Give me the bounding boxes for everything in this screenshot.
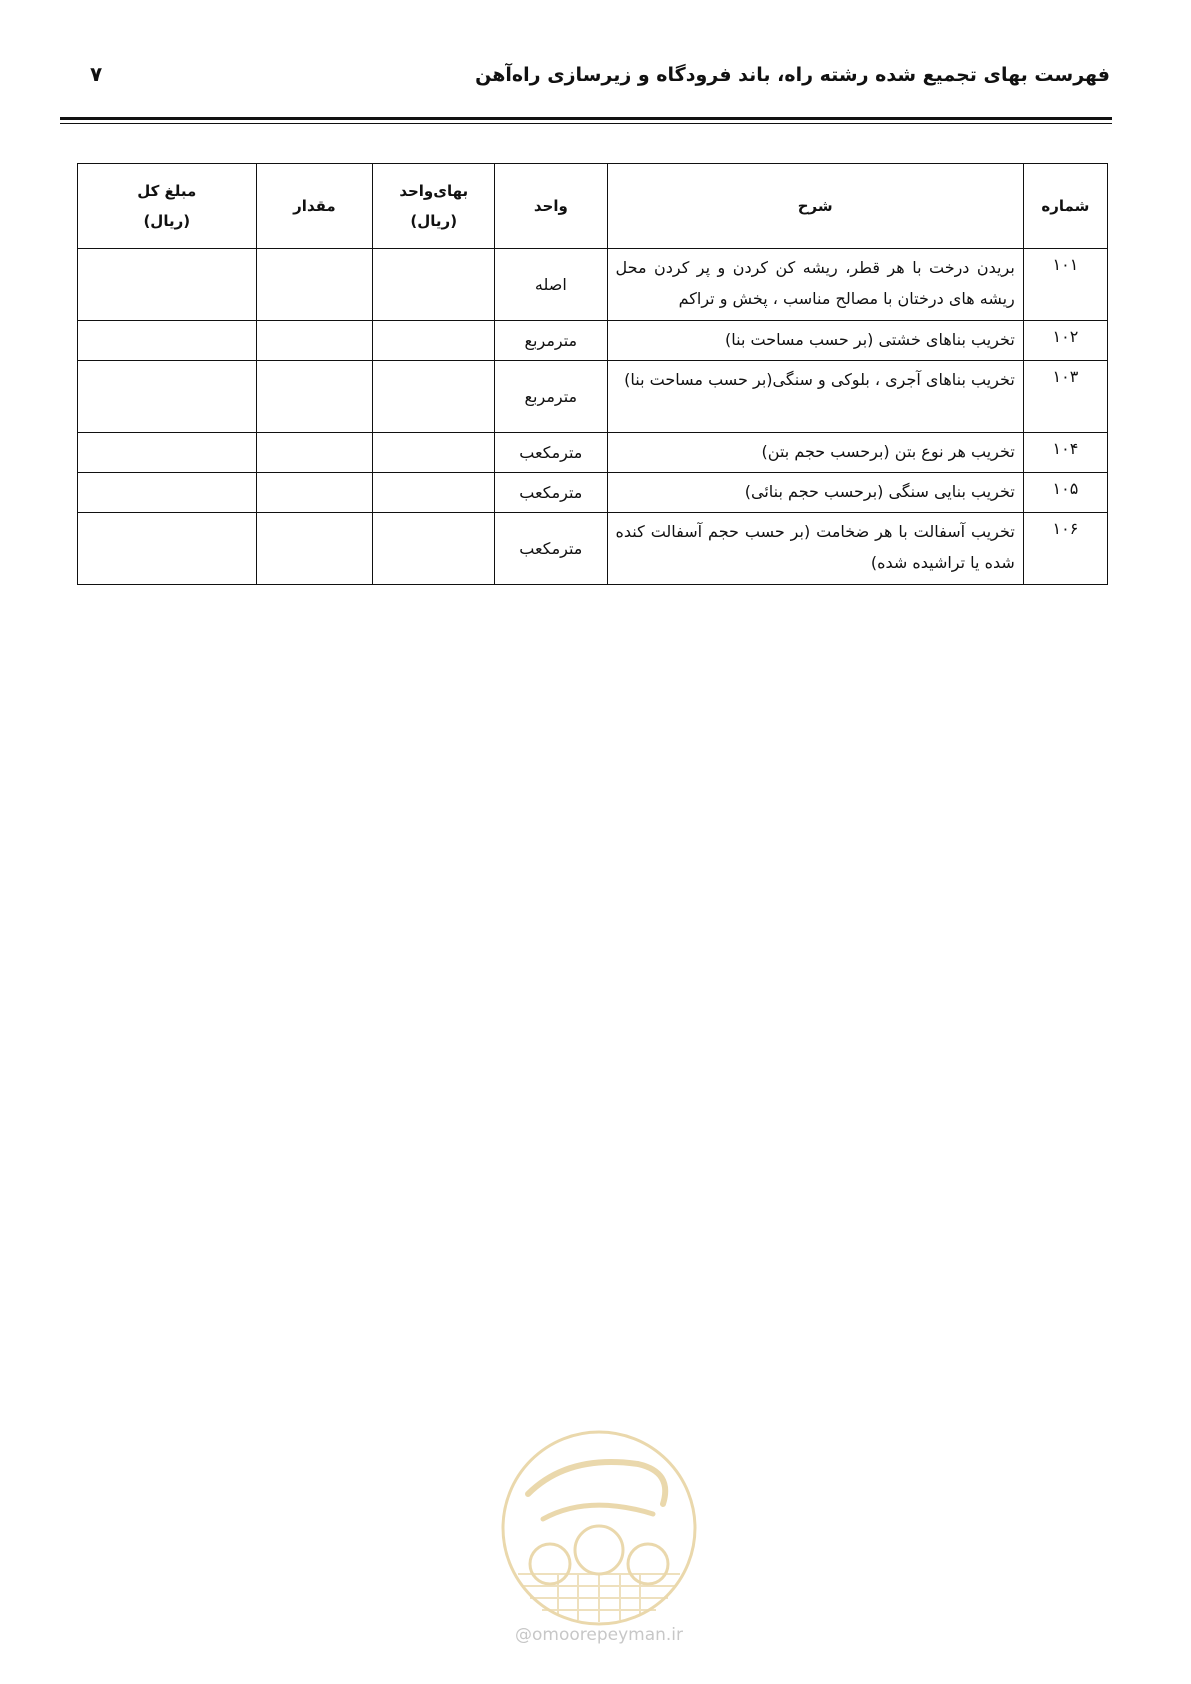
- total-currency: (ریال): [143, 212, 191, 230]
- row-number: ۱۰۶: [1023, 513, 1107, 585]
- row-unit-price: [373, 321, 495, 361]
- table-row: [78, 433, 1108, 473]
- column-header-number: شماره: [1023, 164, 1107, 249]
- column-header-total: [78, 164, 257, 249]
- row-unit: مترمکعب: [495, 513, 607, 585]
- table-header-row: [78, 164, 1108, 249]
- row-description: تخریب هر نوع بتن (برحسب حجم بتن): [607, 433, 1023, 473]
- row-unit: اصله: [495, 249, 607, 321]
- row-quantity: [256, 433, 373, 473]
- column-header-description: شرح: [607, 164, 1023, 249]
- row-unit-price: [373, 249, 495, 321]
- page-number: ۷: [90, 62, 103, 86]
- column-header-unit-price: [373, 164, 495, 249]
- column-header-unit: واحد: [495, 164, 607, 249]
- row-description: تخریب بنایی سنگی (برحسب حجم بنائی): [607, 473, 1023, 513]
- row-number: ۱۰۵: [1023, 473, 1107, 513]
- row-quantity: [256, 249, 373, 321]
- row-description: بریدن درخت با هر قطر، ریشه کن کردن و پر کردن محل ریشه های درختان با مصالح مناسب ، پخش و تراکم: [607, 249, 1023, 321]
- document-title: فهرست بهای تجمیع شده رشته راه، باند فرودگاه و زیرسازی راه‌آهن: [475, 64, 1110, 86]
- row-unit-price: [373, 473, 495, 513]
- total-title: مبلغ کل: [137, 182, 197, 200]
- svg-text:@omoorepeyman.ir: @omoorepeyman.ir: [514, 1625, 684, 1645]
- row-unit: مترمربع: [495, 361, 607, 433]
- row-unit-price: [373, 361, 495, 433]
- header-rule-thick: [60, 117, 1112, 120]
- row-description: تخریب بناهای آجری ، بلوکی و سنگی(بر حسب مساحت بنا): [607, 361, 1023, 433]
- row-total: [78, 321, 257, 361]
- table-row: [78, 249, 1108, 321]
- row-unit: مترمکعب: [495, 433, 607, 473]
- page-header: [60, 58, 1110, 98]
- price-list-table: [77, 163, 1108, 585]
- table-row: [78, 361, 1108, 433]
- header-rule-thin: [60, 123, 1112, 124]
- row-number: ۱۰۴: [1023, 433, 1107, 473]
- row-quantity: [256, 513, 373, 585]
- row-total: [78, 473, 257, 513]
- row-description: تخریب بناهای خشتی (بر حسب مساحت بنا): [607, 321, 1023, 361]
- row-number: ۱۰۱: [1023, 249, 1107, 321]
- column-header-quantity: مقدار: [256, 164, 373, 249]
- row-total: [78, 513, 257, 585]
- row-number: ۱۰۳: [1023, 361, 1107, 433]
- row-total: [78, 433, 257, 473]
- table-row: [78, 473, 1108, 513]
- table-row: [78, 513, 1108, 585]
- row-number: ۱۰۲: [1023, 321, 1107, 361]
- row-total: [78, 249, 257, 321]
- watermark-logo: [488, 1424, 710, 1646]
- row-quantity: [256, 321, 373, 361]
- row-unit-price: [373, 433, 495, 473]
- unit-price-title: بهای‌واحد: [399, 182, 469, 200]
- row-description: تخریب آسفالت با هر ضخامت (بر حسب حجم آسفالت کنده شده یا تراشیده شده): [607, 513, 1023, 585]
- row-total: [78, 361, 257, 433]
- row-unit: مترمکعب: [495, 473, 607, 513]
- row-quantity: [256, 361, 373, 433]
- watermark-seal-icon: [488, 1424, 710, 1646]
- row-unit-price: [373, 513, 495, 585]
- table-body: [78, 249, 1108, 585]
- row-quantity: [256, 473, 373, 513]
- unit-price-currency: (ریال): [410, 212, 458, 230]
- table-row: [78, 321, 1108, 361]
- row-unit: مترمربع: [495, 321, 607, 361]
